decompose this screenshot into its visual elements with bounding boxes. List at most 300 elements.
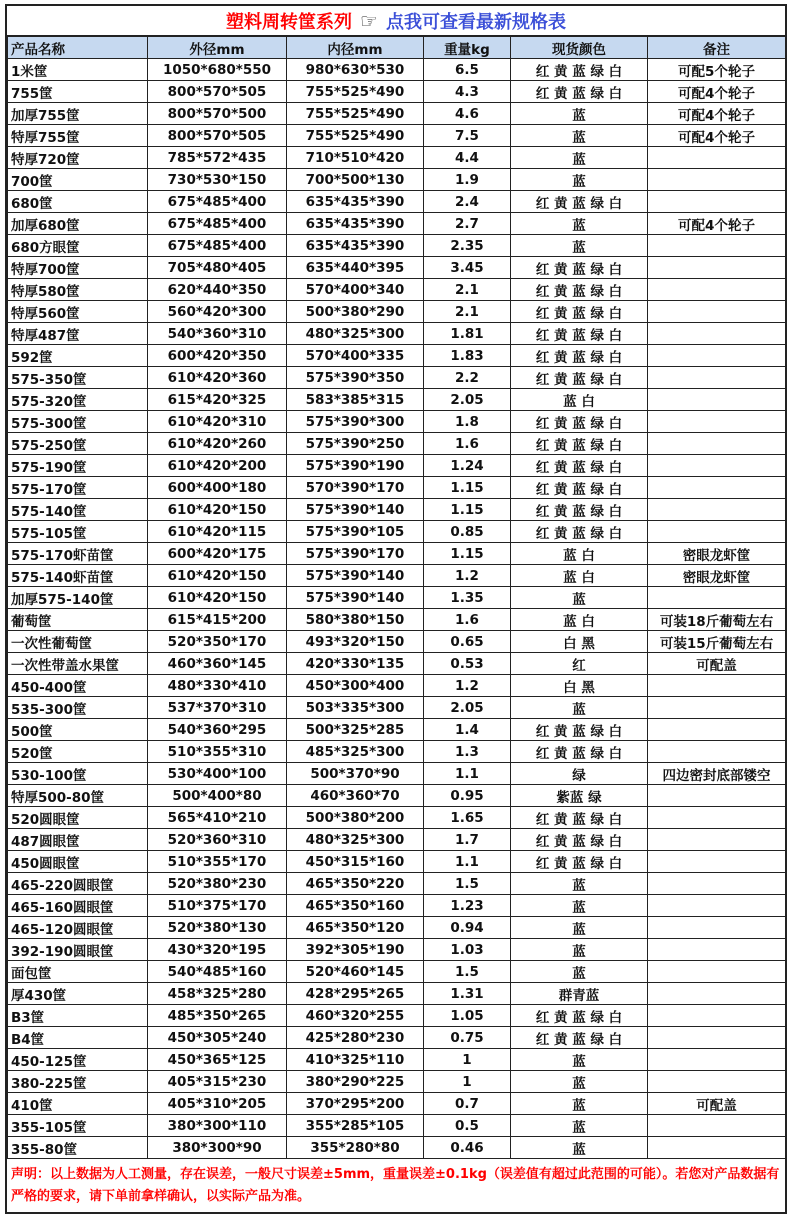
weight-cell: 1.05 [424, 1005, 511, 1027]
weight-cell: 1.24 [424, 455, 511, 477]
inner-size-cell: 575*390*250 [287, 433, 424, 455]
stock-colors-cell: 红 黄 蓝 绿 白 [511, 81, 648, 103]
product-name-cell: 487圆眼筐 [8, 829, 148, 851]
inner-size-cell: 580*380*150 [287, 609, 424, 631]
remark-cell [648, 1005, 786, 1027]
remark-cell: 可配盖 [648, 653, 786, 675]
stock-colors-cell: 蓝 白 [511, 389, 648, 411]
product-name-cell: 355-105筐 [8, 1115, 148, 1137]
remark-cell [648, 147, 786, 169]
stock-colors-cell: 红 黄 蓝 绿 白 [511, 719, 648, 741]
remark-cell [648, 455, 786, 477]
table-row [8, 565, 786, 587]
product-name-cell: 755筐 [8, 81, 148, 103]
table-row [8, 1115, 786, 1137]
inner-size-cell: 480*325*300 [287, 323, 424, 345]
outer-size-cell: 450*365*125 [148, 1049, 287, 1071]
weight-cell: 1.35 [424, 587, 511, 609]
weight-cell: 4.4 [424, 147, 511, 169]
inner-size-cell: 485*325*300 [287, 741, 424, 763]
inner-size-cell: 583*385*315 [287, 389, 424, 411]
product-name-cell: 575-190筐 [8, 455, 148, 477]
stock-colors-cell: 红 黄 蓝 绿 白 [511, 499, 648, 521]
table-row [8, 235, 786, 257]
product-name-cell: 410筐 [8, 1093, 148, 1115]
outer-size-cell: 600*400*180 [148, 477, 287, 499]
inner-size-cell: 460*320*255 [287, 1005, 424, 1027]
table-row [8, 851, 786, 873]
product-name-cell: 465-220圆眼筐 [8, 873, 148, 895]
inner-size-cell: 500*370*90 [287, 763, 424, 785]
remark-cell [648, 433, 786, 455]
remark-cell [648, 741, 786, 763]
weight-cell: 0.46 [424, 1137, 511, 1159]
stock-colors-cell: 紫蓝 绿 [511, 785, 648, 807]
remark-cell: 可配5个轮子 [648, 59, 786, 81]
table-row [8, 939, 786, 961]
outer-size-cell: 610*420*310 [148, 411, 287, 433]
table-row [8, 81, 786, 103]
weight-cell: 2.1 [424, 279, 511, 301]
remark-cell [648, 521, 786, 543]
outer-size-cell: 620*440*350 [148, 279, 287, 301]
inner-size-cell: 755*525*490 [287, 125, 424, 147]
remark-cell [648, 697, 786, 719]
remark-cell [648, 279, 786, 301]
stock-colors-cell: 群青蓝 [511, 983, 648, 1005]
inner-size-cell: 575*390*170 [287, 543, 424, 565]
outer-size-cell: 480*330*410 [148, 675, 287, 697]
remark-cell [648, 983, 786, 1005]
stock-colors-cell: 红 黄 蓝 绿 白 [511, 257, 648, 279]
table-row [8, 169, 786, 191]
product-name-cell: 680方眼筐 [8, 235, 148, 257]
outer-size-cell: 520*350*170 [148, 631, 287, 653]
stock-colors-cell: 红 黄 蓝 绿 白 [511, 741, 648, 763]
product-name-cell: 一次性葡萄筐 [8, 631, 148, 653]
inner-size-cell: 575*390*140 [287, 499, 424, 521]
latest-spec-link[interactable]: 点我可查看最新规格表 [385, 11, 566, 33]
outer-size-cell: 1050*680*550 [148, 59, 287, 81]
table-row [8, 323, 786, 345]
stock-colors-cell: 蓝 [511, 213, 648, 235]
remark-cell: 可配4个轮子 [648, 81, 786, 103]
outer-size-cell: 610*420*260 [148, 433, 287, 455]
inner-size-cell: 465*350*120 [287, 917, 424, 939]
stock-colors-cell: 蓝 [511, 1071, 648, 1093]
stock-colors-cell: 红 黄 蓝 绿 白 [511, 345, 648, 367]
product-name-cell: B3筐 [8, 1005, 148, 1027]
weight-cell: 0.75 [424, 1027, 511, 1049]
product-name-cell: 450圆眼筐 [8, 851, 148, 873]
product-name-cell: 特厚560筐 [8, 301, 148, 323]
pointing-hand-icon: ☞ [360, 8, 378, 33]
weight-cell: 1.6 [424, 433, 511, 455]
outer-size-cell: 705*480*405 [148, 257, 287, 279]
weight-cell: 1 [424, 1049, 511, 1071]
stock-colors-cell: 红 黄 蓝 绿 白 [511, 323, 648, 345]
weight-cell: 2.2 [424, 367, 511, 389]
header-name: 产品名称 [8, 37, 148, 59]
weight-cell: 1.3 [424, 741, 511, 763]
weight-cell: 1.1 [424, 851, 511, 873]
product-name-cell: 450-125筐 [8, 1049, 148, 1071]
table-row [8, 455, 786, 477]
stock-colors-cell: 蓝 白 [511, 543, 648, 565]
weight-cell: 7.5 [424, 125, 511, 147]
remark-cell [648, 895, 786, 917]
outer-size-cell: 675*485*400 [148, 213, 287, 235]
table-row [8, 961, 786, 983]
remark-cell [648, 829, 786, 851]
inner-size-cell: 570*400*340 [287, 279, 424, 301]
stock-colors-cell: 红 黄 蓝 绿 白 [511, 411, 648, 433]
inner-size-cell: 635*440*395 [287, 257, 424, 279]
outer-size-cell: 730*530*150 [148, 169, 287, 191]
spec-sheet [5, 4, 787, 1214]
table-row [8, 587, 786, 609]
inner-size-cell: 450*300*400 [287, 675, 424, 697]
stock-colors-cell: 红 黄 蓝 绿 白 [511, 807, 648, 829]
table-row [8, 807, 786, 829]
table-row [8, 675, 786, 697]
inner-size-cell: 575*390*350 [287, 367, 424, 389]
stock-colors-cell: 蓝 [511, 939, 648, 961]
outer-size-cell: 610*420*115 [148, 521, 287, 543]
stock-colors-cell: 蓝 [511, 1093, 648, 1115]
product-name-cell: 380-225筐 [8, 1071, 148, 1093]
product-name-cell: 特厚487筐 [8, 323, 148, 345]
outer-size-cell: 600*420*175 [148, 543, 287, 565]
outer-size-cell: 610*420*150 [148, 587, 287, 609]
remark-cell: 可配4个轮子 [648, 103, 786, 125]
stock-colors-cell: 红 黄 蓝 绿 白 [511, 367, 648, 389]
inner-size-cell: 575*390*140 [287, 587, 424, 609]
remark-cell: 可装18斤葡萄左右 [648, 609, 786, 631]
header-remark: 备注 [648, 37, 786, 59]
table-row [8, 477, 786, 499]
remark-cell [648, 323, 786, 345]
product-name-cell: 500筐 [8, 719, 148, 741]
product-name-cell: 575-250筐 [8, 433, 148, 455]
product-name-cell: 加厚755筐 [8, 103, 148, 125]
weight-cell: 1.6 [424, 609, 511, 631]
stock-colors-cell: 白 黑 [511, 631, 648, 653]
product-name-cell: 680筐 [8, 191, 148, 213]
remark-cell [648, 411, 786, 433]
remark-cell [648, 851, 786, 873]
weight-cell: 2.35 [424, 235, 511, 257]
weight-cell: 0.7 [424, 1093, 511, 1115]
stock-colors-cell: 红 黄 蓝 绿 白 [511, 829, 648, 851]
outer-size-cell: 610*420*200 [148, 455, 287, 477]
stock-colors-cell: 蓝 白 [511, 609, 648, 631]
product-name-cell: 392-190圆眼筐 [8, 939, 148, 961]
inner-size-cell: 710*510*420 [287, 147, 424, 169]
weight-cell: 0.95 [424, 785, 511, 807]
outer-size-cell: 800*570*500 [148, 103, 287, 125]
remark-cell: 四边密封底部镂空 [648, 763, 786, 785]
outer-size-cell: 530*400*100 [148, 763, 287, 785]
stock-colors-cell: 绿 [511, 763, 648, 785]
product-name-cell: 520圆眼筐 [8, 807, 148, 829]
weight-cell: 1.9 [424, 169, 511, 191]
remark-cell [648, 939, 786, 961]
table-row [8, 1137, 786, 1159]
table-row [8, 631, 786, 653]
remark-cell: 可配盖 [648, 1093, 786, 1115]
table-row [8, 763, 786, 785]
inner-size-cell: 465*350*160 [287, 895, 424, 917]
outer-size-cell: 560*420*300 [148, 301, 287, 323]
inner-size-cell: 635*435*390 [287, 213, 424, 235]
weight-cell: 0.5 [424, 1115, 511, 1137]
outer-size-cell: 450*305*240 [148, 1027, 287, 1049]
table-row [8, 213, 786, 235]
product-name-cell: 575-140虾苗筐 [8, 565, 148, 587]
stock-colors-cell: 蓝 [511, 873, 648, 895]
remark-cell: 密眼龙虾筐 [648, 543, 786, 565]
header-inner: 内径mm [287, 37, 424, 59]
table-row [8, 521, 786, 543]
remark-cell [648, 873, 786, 895]
stock-colors-cell: 红 黄 蓝 绿 白 [511, 455, 648, 477]
table-row [8, 389, 786, 411]
outer-size-cell: 510*375*170 [148, 895, 287, 917]
remark-cell [648, 675, 786, 697]
header-color: 现货颜色 [511, 37, 648, 59]
table-row [8, 609, 786, 631]
weight-cell: 1.31 [424, 983, 511, 1005]
table-row [8, 59, 786, 81]
outer-size-cell: 675*485*400 [148, 235, 287, 257]
weight-cell: 0.65 [424, 631, 511, 653]
stock-colors-cell: 红 黄 蓝 绿 白 [511, 301, 648, 323]
stock-colors-cell: 红 黄 蓝 绿 白 [511, 521, 648, 543]
weight-cell: 1.2 [424, 675, 511, 697]
weight-cell: 1.1 [424, 763, 511, 785]
header-outer: 外径mm [148, 37, 287, 59]
remark-cell [648, 1027, 786, 1049]
outer-size-cell: 537*370*310 [148, 697, 287, 719]
remark-cell [648, 477, 786, 499]
weight-cell: 3.45 [424, 257, 511, 279]
inner-size-cell: 493*320*150 [287, 631, 424, 653]
inner-size-cell: 425*280*230 [287, 1027, 424, 1049]
table-row [8, 829, 786, 851]
outer-size-cell: 405*310*205 [148, 1093, 287, 1115]
remark-cell [648, 1071, 786, 1093]
weight-cell: 1 [424, 1071, 511, 1093]
weight-cell: 1.23 [424, 895, 511, 917]
stock-colors-cell: 蓝 [511, 235, 648, 257]
remark-cell [648, 301, 786, 323]
product-name-cell: 700筐 [8, 169, 148, 191]
inner-size-cell: 575*390*105 [287, 521, 424, 543]
outer-size-cell: 540*360*295 [148, 719, 287, 741]
remark-cell [648, 367, 786, 389]
remark-cell [648, 235, 786, 257]
inner-size-cell: 503*335*300 [287, 697, 424, 719]
product-name-cell: 特厚500-80筐 [8, 785, 148, 807]
product-name-cell: 520筐 [8, 741, 148, 763]
weight-cell: 1.83 [424, 345, 511, 367]
product-name-cell: 355-80筐 [8, 1137, 148, 1159]
weight-cell: 1.65 [424, 807, 511, 829]
product-name-cell: 一次性带盖水果筐 [8, 653, 148, 675]
outer-size-cell: 565*410*210 [148, 807, 287, 829]
product-name-cell: 530-100筐 [8, 763, 148, 785]
inner-size-cell: 635*435*390 [287, 235, 424, 257]
inner-size-cell: 410*325*110 [287, 1049, 424, 1071]
stock-colors-cell: 蓝 白 [511, 565, 648, 587]
remark-cell [648, 785, 786, 807]
product-name-cell: 加厚680筐 [8, 213, 148, 235]
weight-cell: 0.53 [424, 653, 511, 675]
table-row [8, 279, 786, 301]
table-row [8, 103, 786, 125]
product-name-cell: 592筐 [8, 345, 148, 367]
outer-size-cell: 615*420*325 [148, 389, 287, 411]
table-row [8, 411, 786, 433]
disclaimer-note: 声明：以上数据为人工测量，存在误差，一般尺寸误差±5mm，重量误差±0.1kg（误差值有超过此范围的可能）。若您对产品数据有严格的要求，请下单前拿样确认，以实际产品为准。 [11, 1167, 780, 1204]
inner-size-cell: 570*390*170 [287, 477, 424, 499]
table-row [8, 1049, 786, 1071]
product-name-cell: B4筐 [8, 1027, 148, 1049]
remark-cell [648, 499, 786, 521]
table-row [8, 653, 786, 675]
table-row [8, 301, 786, 323]
spec-table [7, 36, 786, 1159]
weight-cell: 2.1 [424, 301, 511, 323]
outer-size-cell: 380*300*90 [148, 1137, 287, 1159]
remark-cell [648, 917, 786, 939]
product-name-cell: 特厚720筐 [8, 147, 148, 169]
outer-size-cell: 610*420*150 [148, 499, 287, 521]
weight-cell: 0.85 [424, 521, 511, 543]
stock-colors-cell: 蓝 [511, 895, 648, 917]
inner-size-cell: 450*315*160 [287, 851, 424, 873]
product-name-cell: 575-170虾苗筐 [8, 543, 148, 565]
inner-size-cell: 465*350*220 [287, 873, 424, 895]
outer-size-cell: 510*355*170 [148, 851, 287, 873]
inner-size-cell: 460*360*70 [287, 785, 424, 807]
stock-colors-cell: 蓝 [511, 961, 648, 983]
inner-size-cell: 575*390*190 [287, 455, 424, 477]
inner-size-cell: 500*380*200 [287, 807, 424, 829]
stock-colors-cell: 蓝 [511, 1049, 648, 1071]
remark-cell [648, 169, 786, 191]
outer-size-cell: 430*320*195 [148, 939, 287, 961]
inner-size-cell: 575*390*140 [287, 565, 424, 587]
outer-size-cell: 785*572*435 [148, 147, 287, 169]
remark-cell: 可配4个轮子 [648, 125, 786, 147]
inner-size-cell: 380*290*225 [287, 1071, 424, 1093]
product-name-cell: 575-140筐 [8, 499, 148, 521]
stock-colors-cell: 红 黄 蓝 绿 白 [511, 279, 648, 301]
outer-size-cell: 800*570*505 [148, 81, 287, 103]
product-name-cell: 450-400筐 [8, 675, 148, 697]
outer-size-cell: 380*300*110 [148, 1115, 287, 1137]
inner-size-cell: 500*325*285 [287, 719, 424, 741]
inner-size-cell: 755*525*490 [287, 103, 424, 125]
inner-size-cell: 520*460*145 [287, 961, 424, 983]
outer-size-cell: 610*420*360 [148, 367, 287, 389]
product-name-cell: 厚430筐 [8, 983, 148, 1005]
product-name-cell: 葡萄筐 [8, 609, 148, 631]
stock-colors-cell: 红 [511, 653, 648, 675]
stock-colors-cell: 蓝 [511, 1137, 648, 1159]
outer-size-cell: 405*315*230 [148, 1071, 287, 1093]
stock-colors-cell: 白 黑 [511, 675, 648, 697]
table-header-row [8, 37, 786, 59]
outer-size-cell: 600*420*350 [148, 345, 287, 367]
inner-size-cell: 500*380*290 [287, 301, 424, 323]
outer-size-cell: 675*485*400 [148, 191, 287, 213]
inner-size-cell: 980*630*530 [287, 59, 424, 81]
product-name-cell: 535-300筐 [8, 697, 148, 719]
outer-size-cell: 458*325*280 [148, 983, 287, 1005]
stock-colors-cell: 红 黄 蓝 绿 白 [511, 191, 648, 213]
stock-colors-cell: 蓝 [511, 169, 648, 191]
remark-cell [648, 1049, 786, 1071]
remark-cell [648, 345, 786, 367]
outer-size-cell: 460*360*145 [148, 653, 287, 675]
inner-size-cell: 392*305*190 [287, 939, 424, 961]
inner-size-cell: 355*280*80 [287, 1137, 424, 1159]
outer-size-cell: 800*570*505 [148, 125, 287, 147]
outer-size-cell: 500*400*80 [148, 785, 287, 807]
outer-size-cell: 540*485*160 [148, 961, 287, 983]
stock-colors-cell: 红 黄 蓝 绿 白 [511, 433, 648, 455]
stock-colors-cell: 蓝 [511, 103, 648, 125]
inner-size-cell: 700*500*130 [287, 169, 424, 191]
product-name-cell: 特厚700筐 [8, 257, 148, 279]
weight-cell: 1.15 [424, 477, 511, 499]
stock-colors-cell: 红 黄 蓝 绿 白 [511, 477, 648, 499]
weight-cell: 1.81 [424, 323, 511, 345]
weight-cell: 2.05 [424, 697, 511, 719]
remark-cell [648, 587, 786, 609]
weight-cell: 1.03 [424, 939, 511, 961]
remark-cell [648, 257, 786, 279]
outer-size-cell: 520*380*130 [148, 917, 287, 939]
product-name-cell: 特厚755筐 [8, 125, 148, 147]
table-row [8, 895, 786, 917]
table-row [8, 433, 786, 455]
table-row [8, 1005, 786, 1027]
table-row [8, 741, 786, 763]
product-name-cell: 575-320筐 [8, 389, 148, 411]
remark-cell [648, 1115, 786, 1137]
table-row [8, 1093, 786, 1115]
weight-cell: 1.8 [424, 411, 511, 433]
stock-colors-cell: 蓝 [511, 125, 648, 147]
inner-size-cell: 420*330*135 [287, 653, 424, 675]
remark-cell [648, 1137, 786, 1159]
outer-size-cell: 485*350*265 [148, 1005, 287, 1027]
inner-size-cell: 355*285*105 [287, 1115, 424, 1137]
table-row [8, 125, 786, 147]
weight-cell: 1.4 [424, 719, 511, 741]
inner-size-cell: 428*295*265 [287, 983, 424, 1005]
table-row [8, 367, 786, 389]
table-row [8, 785, 786, 807]
table-row [8, 543, 786, 565]
weight-cell: 1.15 [424, 543, 511, 565]
stock-colors-cell: 蓝 [511, 147, 648, 169]
stock-colors-cell: 蓝 [511, 587, 648, 609]
